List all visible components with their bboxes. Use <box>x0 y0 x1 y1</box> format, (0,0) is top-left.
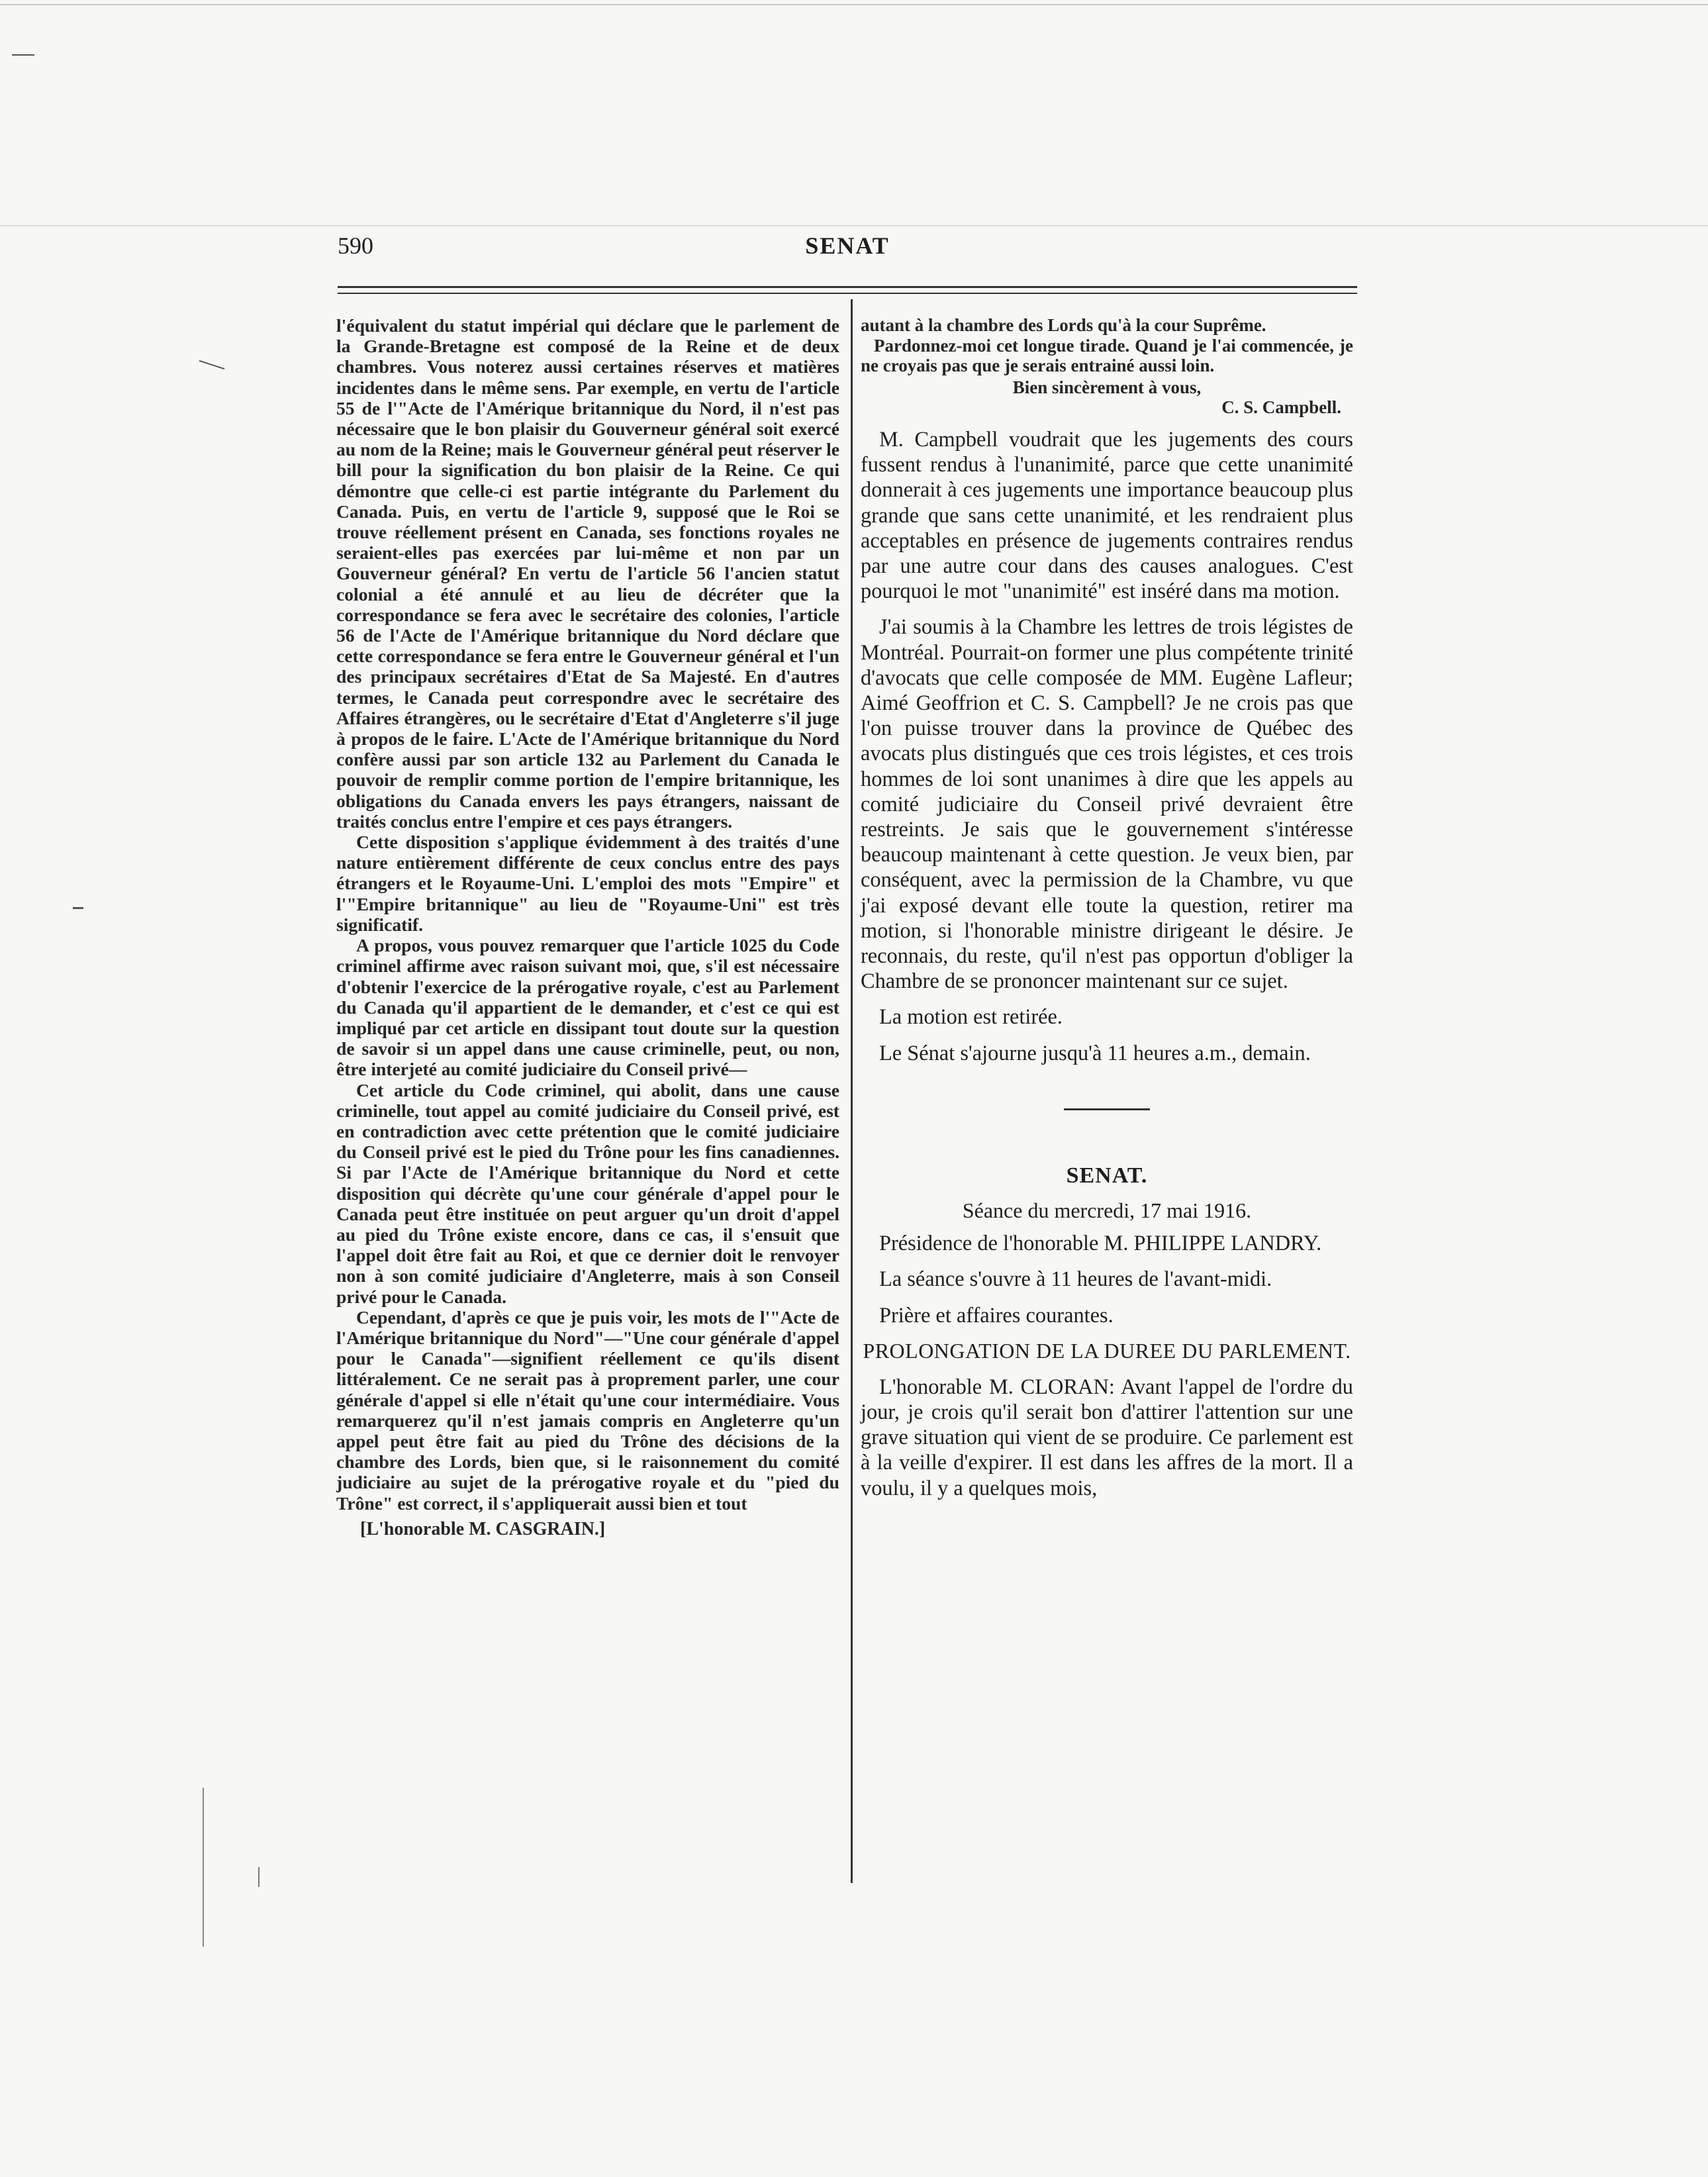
header-rule-bottom <box>338 293 1357 294</box>
scan-mark <box>73 907 83 909</box>
section-title: PROLONGATION DE LA DUREE DU PARLEMENT. <box>863 1338 1351 1363</box>
paragraph: J'ai soumis à la Chambre les lettres de trois légistes de Montréal. Pourrait-on former une plus compétente trinité d'avocats que celle composée de MM. Eugène Lafleur; Aimé Geoffrion et C. S. Campbell? Je ne crois pas que l'on puisse trouver dans la province de Québec des avocats plus distingués que ces trois légistes, et ces trois hommes de loi sont unanimes à dire que les appels au comité judiciaire du Conseil privé devraient être restreints. Je sais que le gouvernement s'intéresse beaucoup maintenant à cette question. Je veux bien, par conséquent, avec la permission de la Chambre, vu que j'ai exposé devant elle toute la question, retirer ma motion, si l'honorable ministre dirigeant le désire. Je reconnais, du reste, qu'il n'est pas opportun d'obliger la Chambre de se prononcer maintenant sur ce sujet. <box>861 615 1353 994</box>
paragraph: L'honorable M. CLORAN: Avant l'appel de l'ordre du jour, je crois qu'il serait bon d'attirer l'attention sur une grave situation qui vient de se produire. Ce parlement est à la veille d'expirer. Il est dans les affres de la mort. Il a voulu, il y a quelques mois, <box>861 1375 1353 1500</box>
paragraph: Le Sénat s'ajourne jusqu'à 11 heures a.m., demain. <box>879 1041 1311 1065</box>
section-separator <box>1064 1108 1150 1110</box>
section-heading: SENAT. <box>1066 1163 1148 1188</box>
scan-fold-line <box>0 225 1708 226</box>
header-rule-top <box>338 286 1357 288</box>
scan-mark <box>199 360 225 369</box>
left-column <box>336 315 839 1539</box>
session-date: Séance du mercredi, 17 mai 1916. <box>962 1198 1252 1223</box>
paragraph: Cependant, d'après ce que je puis voir, les mots de l'"Acte de l'Amérique britannique du Nord"—"Une cour générale d'appel pour le Canada"—signifient réellement ce qu'ils disent littéralement. Ce ne serait pas à proprement parler, une cour générale d'appel si elle n'était qu'une cour intermédiaire. Vous remarquerez qu'il n'est jamais compris en Angleterre qu'un appel peut être fait au pied du Trône des décisions de la chambre des Lords, bien que, si le raisonnement du comité judiciaire au sujet de la prérogative royale et du "pied du Trône" est correct, il s'appliquerait aussi bien et tout <box>336 1306 839 1514</box>
letter-paragraph: autant à la chambre des Lords qu'à la cour Suprême. <box>861 315 1266 335</box>
column-divider <box>851 299 853 1883</box>
paragraph: La séance s'ouvre à 11 heures de l'avant-midi. <box>879 1267 1272 1292</box>
letter-closing: Bien sincèrement à vous, <box>1012 377 1202 397</box>
scan-mark <box>258 1867 260 1887</box>
running-title: SENAT <box>805 232 890 259</box>
letter-paragraph: Pardonnez-moi cet longue tirade. Quand je l'ai commencée, je ne croyais pas que je serais entrainé aussi loin. <box>861 335 1353 376</box>
letter-signature: C. S. Campbell. <box>1221 397 1341 418</box>
scan-edge-top <box>0 4 1708 5</box>
paragraph: M. Campbell voudrait que les jugements des cours fussent rendus à l'unanimité, parce que cette unanimité donnerait à ces jugements une importance beaucoup plus grande que sans cette unanimité, et les rendraient plus acceptables en présence de jugements contraires rendus par une autre cour dans des causes analogues. C'est pourquoi le mot "unanimité" est inséré dans ma motion. <box>861 427 1353 604</box>
paragraph: Présidence de l'honorable M. PHILIPPE LANDRY. <box>879 1232 1322 1256</box>
scan-mark <box>12 54 34 56</box>
paragraph: Prière et affaires courantes. <box>879 1303 1114 1328</box>
speech-text <box>861 427 1353 1501</box>
page-number: 590 <box>338 232 373 259</box>
right-column <box>861 315 1353 1512</box>
paragraph: Cet article du Code criminel, qui abolit, dans une cause criminelle, tout appel au comité judiciaire du Conseil privé, est en contradiction avec cette prétention que le comité judiciaire du Conseil privé est le pied du Trône pour les fins canadiennes. Si par l'Acte de l'Amérique britannique du Nord et cette disposition qui décrète qu'une cour générale d'appel pour le Canada peut être instituée on peut arguer qu'un droit d'appel au pied du Trône existe encore, dans ce cas, il s'ensuit que l'appel doit être fait au Roi, et que ce dernier doit le renvoyer non à son comité judiciaire d'Angleterre, mais à son Conseil privé pour le Canada. <box>336 1079 839 1307</box>
paragraph: La motion est retirée. <box>879 1005 1063 1030</box>
paragraph: Cette disposition s'applique évidemment à des traités d'une nature entièrement différente de ceux conclus entre des pays étrangers et le Royaume-Uni. L'emploi des mots "Empire" et l'"Empire britannique" au lieu de "Royaume-Uni" est très significatif. <box>336 832 839 935</box>
page-header <box>338 232 1357 271</box>
scan-mark <box>203 1788 204 1947</box>
paragraph: A propos, vous pouvez remarquer que l'article 1025 du Code criminel affirme avec raison suivant moi, que, s'il est nécessaire d'obtenir l'exercice de la prérogative royale, c'est au Parlement du Canada qu'il appartient de le demander, et c'est ce qui est impliqué par cet article en dissipant tout doute sur la question de savoir si un appel dans une cause criminelle, peut, ou non, être interjeté au comité judiciaire du Conseil privé— <box>336 935 839 1080</box>
speaker-footer-note: [L'honorable M. CASGRAIN.] <box>360 1518 606 1539</box>
letter-excerpt <box>861 315 1353 418</box>
paragraph: l'équivalent du statut impérial qui déclare que le parlement de la Grande-Bretagne est composé de la Reine et de deux chambres. Vous noterez aussi certaines réserves et matières incidentes dans le même sens. Par exemple, en vertu de l'article 55 de l'"Acte de l'Amérique britannique du Nord, il n'est pas nécessaire que le bon plaisir du Gouverneur général soit exercé au nom de la Reine; mais le Gouverneur général peut réserver le bill pour la signification du bon plaisir de la Reine. Ce qui démontre que celle-ci est partie intégrante du Parlement du Canada. Puis, en vertu de l'article 9, supposé que le Roi se trouve réellement présent en Canada, ses fonctions royales ne seraient-elles pas exercées par lui-même et non par un Gouverneur général? En vertu de l'article 56 l'ancien statut colonial a été annulé et au lieu de décréter que la correspondance se fera avec le secrétaire des colonies, l'article 56 de l'Acte de l'Amérique britannique du Nord déclare que cette correspondance se fera entre le Gouverneur général et l'un des principaux secrétaires d'Etat de Sa Majesté. En d'autres termes, le Canada peut correspondre avec le secrétaire des Affaires étrangères, ou le secrétaire d'Etat d'Angleterre s'il juge à propos de le faire. L'Acte de l'Amérique britannique du Nord confère aussi par son article 132 au Parlement du Canada le pouvoir de remplir comme portion de l'empire britannique, les obligations du Canada envers les pays étrangers, naissant de traités conclus entre l'empire et ces pays étrangers. <box>336 315 839 832</box>
